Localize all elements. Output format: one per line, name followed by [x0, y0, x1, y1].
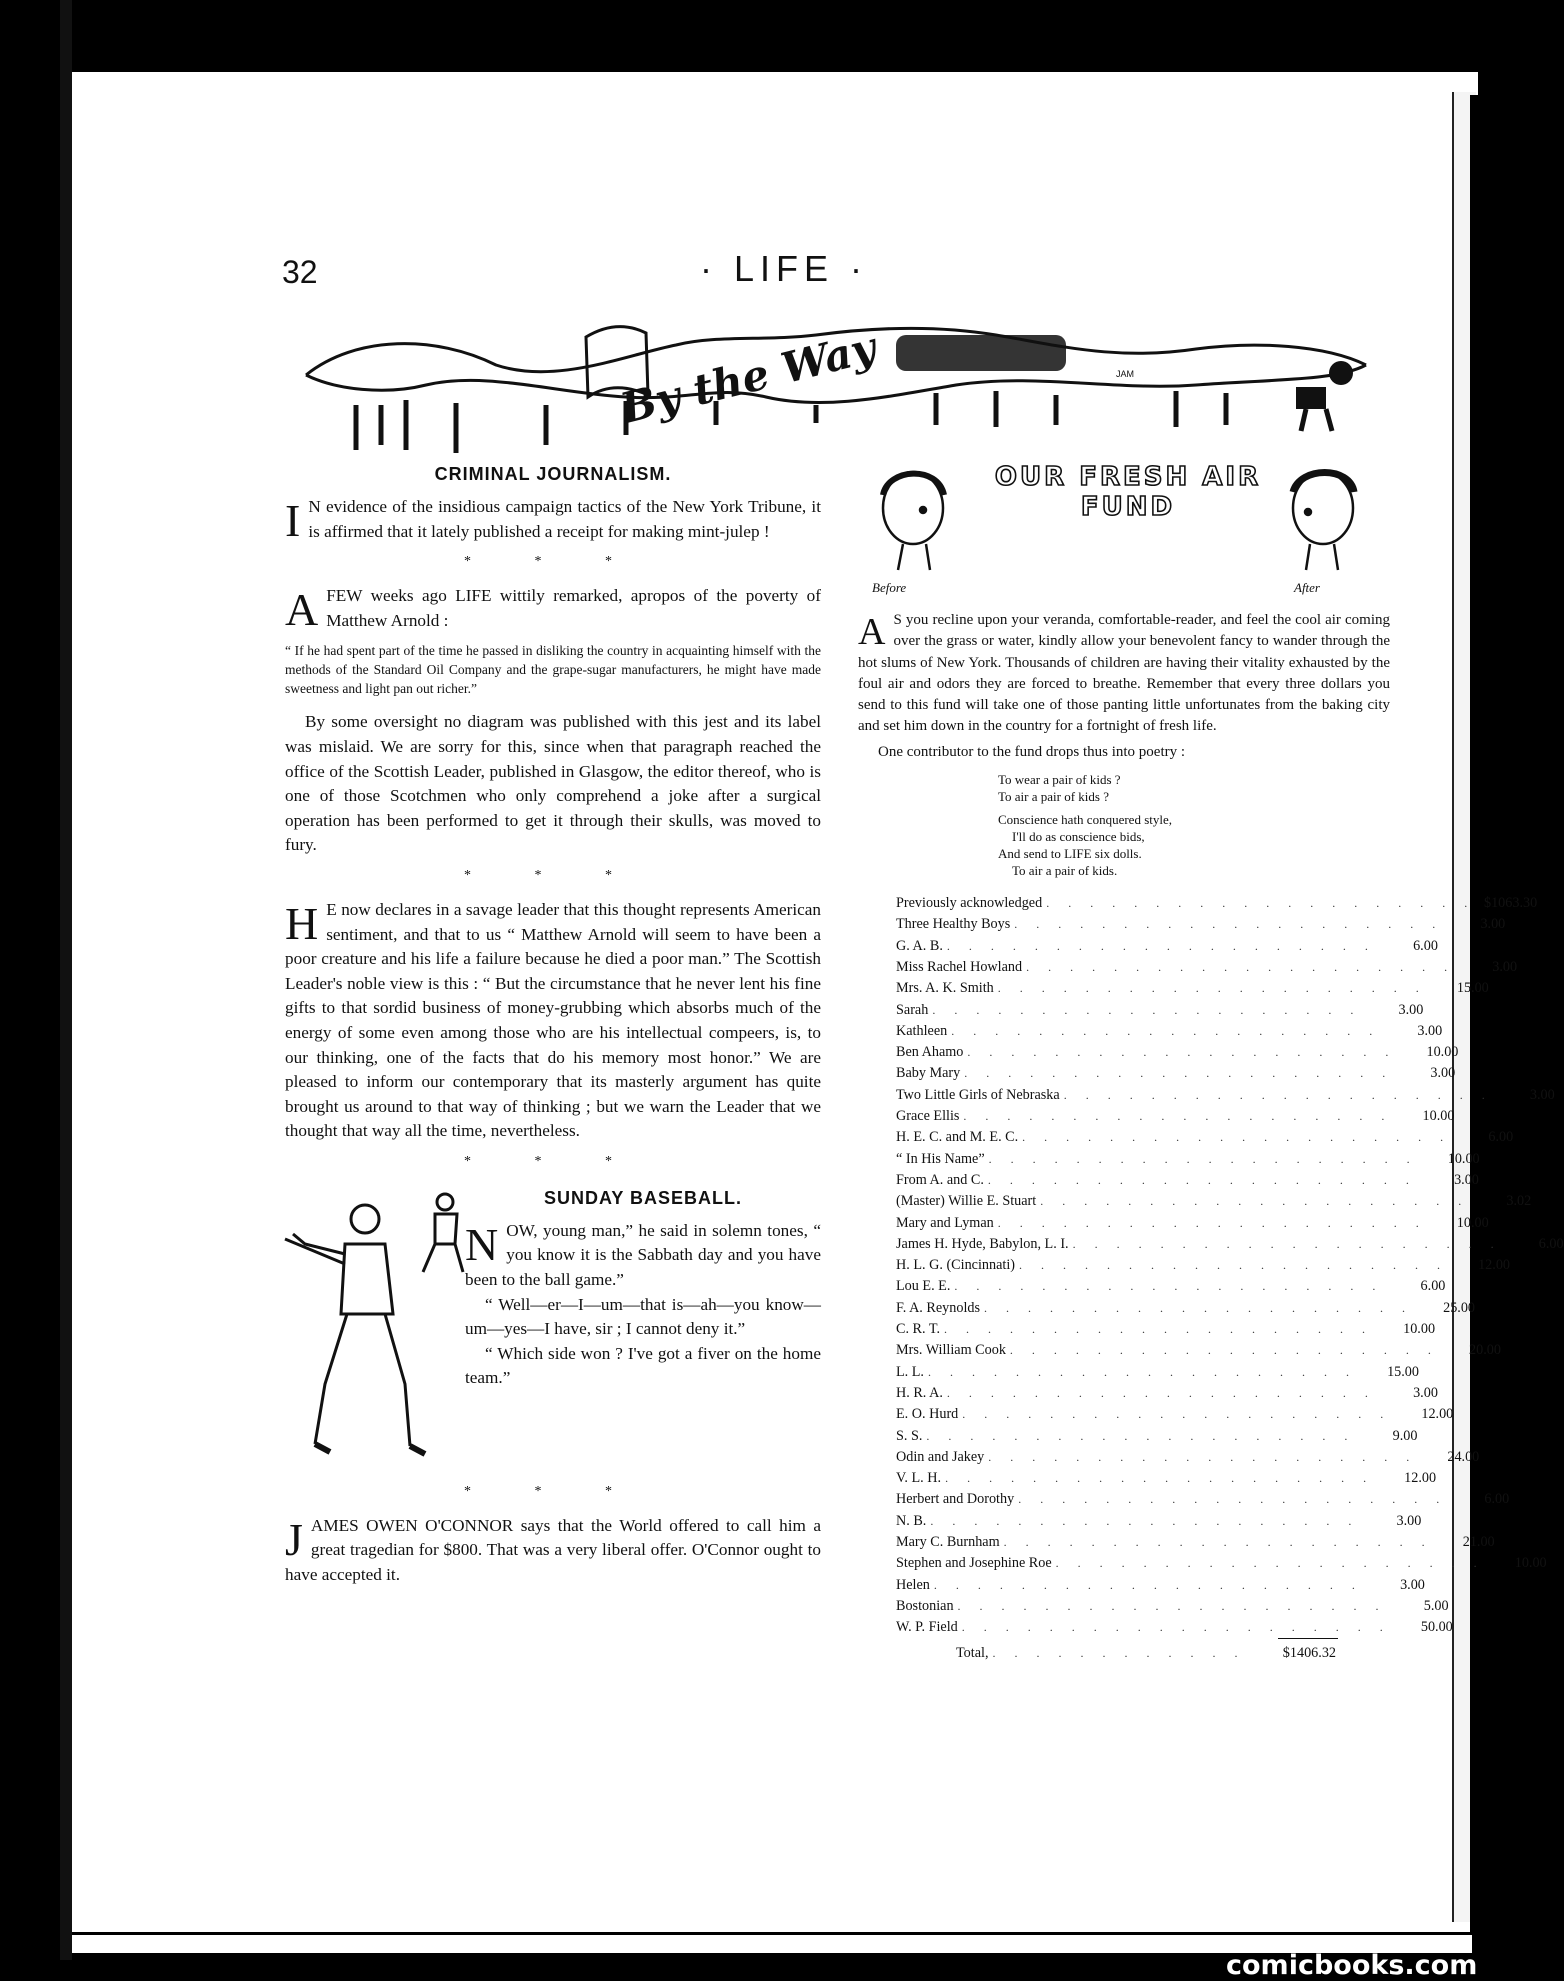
contributor-name: F. A. Reynolds [896, 1299, 981, 1316]
contributor-name: Baby Mary [896, 1065, 961, 1082]
contributor-row [896, 1617, 1453, 1638]
contributor-name: Herbert and Dorothy [896, 1491, 1015, 1508]
artist-signature: JAM [1116, 369, 1134, 379]
contributor-name: Grace Ellis [896, 1108, 960, 1125]
contributor-amount: 3.00 [1398, 1001, 1424, 1018]
leader-dots: . . . . . . . . . . . . . . . . . . . . [954, 1279, 1384, 1294]
contributor-amount: 12.00 [1478, 1257, 1510, 1274]
leader-dots: . . . . . . . . . . . . . . . . . . . . [984, 1300, 1414, 1315]
contributor-amount: 3.02 [1506, 1193, 1532, 1210]
contributor-name: Previously acknowledged [896, 895, 1043, 912]
contributor-name: C. R. T. [896, 1321, 941, 1338]
total-amount: $1406.32 [1282, 1645, 1336, 1662]
contributor-name: “ In His Name” [896, 1150, 985, 1167]
fresh-air-fund-header [858, 460, 1390, 610]
contributor-amount: 3.00 [1430, 1065, 1456, 1082]
contributor-amount: 5.00 [1423, 1597, 1449, 1614]
contributor-name: G. A. B. [896, 937, 943, 954]
contributor-name: Sarah [896, 1001, 929, 1018]
contributor-name: Two Little Girls of Nebraska [896, 1086, 1060, 1103]
contributor-row [896, 1063, 1456, 1084]
leader-dots: . . . . . . . . . . . . . . . . . . . . [930, 1513, 1360, 1528]
contributor-row [896, 1383, 1438, 1404]
contributor-row [896, 936, 1438, 957]
contributor-name: Kathleen [896, 1022, 948, 1039]
contributor-name: Mary and Lyman [896, 1214, 994, 1231]
right-column [858, 460, 1564, 1665]
contributor-amount: 50.00 [1420, 1619, 1453, 1636]
contributor-amount: 6.00 [1484, 1491, 1510, 1508]
contributor-amount: $1063.30 [1483, 895, 1538, 912]
contributor-amount: 10.00 [1403, 1321, 1436, 1338]
contributor-name: Miss Rachel Howland [896, 958, 1023, 975]
contributor-row [896, 1340, 1501, 1361]
leader-dots: . . . . . . . . . . . . . . . . . . . . [1072, 1236, 1502, 1251]
baseball-text [465, 1184, 821, 1474]
contributor-amount: 3.00 [1400, 1576, 1425, 1593]
contributor-name: Lou E. E. [896, 1278, 951, 1295]
by-the-way-banner-illustration [296, 305, 1396, 457]
contributor-name: S. S. [896, 1427, 923, 1444]
contributor-row [896, 957, 1518, 978]
contributor-amount: 12.00 [1421, 1406, 1454, 1423]
contributor-list [896, 893, 1564, 1638]
leader-dots: . . . . . . . . . . . . . . . . . . . . [944, 1322, 1374, 1337]
total-rule [1278, 1638, 1338, 1639]
criminal-journalism-heading: CRIMINAL JOURNALISM. [434, 464, 672, 484]
criminal-paragraph-2: AFEW weeks ago LIFE wittily remarked, apropos of the poverty of Matthew Arnold : [285, 584, 821, 636]
contributor-name: H. R. A. [896, 1384, 943, 1401]
criminal-paragraph-3: By some oversight no diagram was published with this jest and its label was mislaid. We are sorry for this, since when that paragraph reached the office of the Scottish Leader, published in Glasgow, the editor thereof, who is one of those Scotchmen who only comprehend a joke after a surgical operation has been performed to get it through their skulls, was moved to fury. [285, 712, 821, 855]
leader-dots: . . . . . . . . . . . . . . . . . . . . [987, 1172, 1417, 1187]
contributor-amount: 9.00 [1392, 1427, 1418, 1444]
contributor-row [896, 1489, 1510, 1510]
baseball-paragraph-2: “ Well—er—I—um—that is—ah—you know—um—yes—I have, sir ; I cannot deny it.” [465, 1294, 821, 1339]
contributor-row [896, 1170, 1479, 1191]
criminal-paragraph-4: H E now declares in a savage leader that this thought represents American sentiment, and that to us “ Matthew Arnold will seem to have been a poor creature and his life a failure because he died a poor man.” The Scottish Leader's noble view is this : “ But the circumstance that he never lent his fine gifts to that sordid business of money-grubbing which absorbs much of the energy of some even among those who are his intellectual compeers, is, to our thinking, one of the facts that do his memory most honor.” We are pleased to inform our contemporary that its masterly argument has quite brought us around to that way of thinking ; but we warn the Leader that we thought that way all the time, nevertheless. [285, 897, 821, 1141]
contributor-amount: 3.00 [1480, 916, 1506, 933]
leader-dots: . . . . . . . . . . . . . . . . . . . . [1014, 917, 1444, 932]
contributor-name: V. L. H. [896, 1470, 942, 1487]
contributor-row [896, 1532, 1495, 1553]
scan-border-shadow [60, 0, 72, 1980]
leader-dots: . . . . . . . . . . . . . . . . . . . . [967, 1045, 1397, 1060]
contributor-name: Mary C. Burnham [896, 1533, 1000, 1550]
leader-dots: . . . . . . . . . . . . . . . . . . . . [963, 1109, 1393, 1124]
leader-dots: . . . . . . . . . . . . . . . . . . . . [997, 981, 1427, 996]
contributor-row [896, 1000, 1424, 1021]
contributor-row [896, 914, 1506, 935]
contributor-row [896, 1404, 1454, 1425]
baseball-paragraph-1: NOW, young man,” he said in solemn tones, “ you know it is the Sabbath day and you have been to the ball game.” [465, 1218, 821, 1290]
contributor-name: (Master) Willie E. Stuart [896, 1193, 1037, 1210]
contributor-name: Mrs. William Cook [896, 1342, 1006, 1359]
sunday-baseball-section [285, 1184, 821, 1474]
poem-line: I'll do as conscience bids, [1012, 829, 1145, 845]
leader-dots: . . . . . . . . . . . . . . . . . . . . [1018, 1492, 1448, 1507]
left-column [285, 460, 821, 1588]
contributor-row [896, 1042, 1459, 1063]
leader-dots: . . . . . . . . . . . . . . . . . . . . [1063, 1087, 1493, 1102]
contributor-amount: 15.00 [1456, 980, 1489, 997]
before-label: Before [872, 580, 907, 595]
contributor-name: E. O. Hurd [896, 1406, 959, 1423]
criminal-paragraph-1: I N evidence of the insidious campaign tactics of the New York Tribune, it is affirmed that it lately published a receipt for making mint-julep ! [285, 495, 821, 546]
contributor-amount: 15.00 [1387, 1363, 1419, 1380]
contributor-name: From A. and C. [896, 1171, 984, 1188]
contributor-row [896, 1596, 1449, 1617]
leader-dots: . . . . . . . . . . . . . . . . . . . . [1040, 1194, 1470, 1209]
contributor-amount: 6.00 [1488, 1129, 1514, 1146]
contributor-amount: 3.00 [1396, 1512, 1422, 1529]
leader-dots: . . . . . . . . . . . . . . . . . . . . [927, 1364, 1357, 1379]
contributor-amount: 10.00 [1456, 1214, 1489, 1231]
after-label: After [1294, 580, 1320, 595]
contributor-amount: 10.00 [1514, 1555, 1547, 1572]
baseball-players-illustration [285, 1184, 465, 1474]
contributor-amount: 6.00 [1538, 1235, 1564, 1252]
contributor-name: Bostonian [896, 1597, 954, 1614]
leader-dots: . . . . . . . . . . . . . . . . . . . . [945, 1471, 1375, 1486]
scan-border-right [1470, 95, 1486, 1935]
contributor-name: James H. Hyde, Babylon, L. I. [896, 1235, 1069, 1252]
leader-dots: . . . . . . . . . . . . . . . . . . . . [1009, 1343, 1439, 1358]
contributor-amount: 21.00 [1462, 1533, 1495, 1550]
leader-dots: . . . . . . . . . . . . . . . . . . . . [997, 1215, 1427, 1230]
contributor-amount: 24.00 [1447, 1448, 1480, 1465]
contributor-row [896, 1553, 1547, 1574]
oconnor-paragraph: JAMES OWEN O'CONNOR says that the World offered to call him a great tragedian for $800. That was a very liberal offer. O'Connor ought to have accepted it. [285, 1513, 821, 1585]
leader-dots: . . . . . . . . . . . . . . . . . . . . [951, 1023, 1381, 1038]
boy-after-illustration [1278, 460, 1368, 575]
contributor-name: Mrs. A. K. Smith [896, 980, 994, 997]
total-label: Total, [956, 1645, 989, 1662]
baseball-paragraph-3: “ Which side won ? I've got a fiver on the home team.” [465, 1343, 821, 1388]
contributor-row [896, 1149, 1480, 1170]
contributor-row [896, 893, 1538, 914]
contributor-row [896, 1021, 1443, 1042]
section-divider: * * * [464, 1153, 642, 1169]
contributor-row [896, 1298, 1476, 1319]
contributor-amount: 10.00 [1426, 1044, 1459, 1061]
leader-dots: . . . . . . . . . . . . [992, 1646, 1246, 1661]
contributor-name: Ben Ahamo [896, 1044, 964, 1061]
leader-dots: . . . . . . . . . . . . . . . . . . . . [988, 1151, 1418, 1166]
contributor-name: H. E. C. and M. E. C. [896, 1129, 1019, 1146]
contributor-row [896, 1447, 1480, 1468]
contributor-amount: 3.00 [1454, 1171, 1479, 1188]
scan-border-left [0, 0, 60, 1980]
contributor-name: Three Healthy Boys [896, 916, 1011, 933]
contributor-row [896, 1319, 1436, 1340]
contributor-row [896, 1191, 1532, 1212]
contributor-row [896, 1213, 1489, 1234]
contributor-amount: 12.00 [1404, 1470, 1437, 1487]
contributor-row [896, 1426, 1418, 1447]
contributor-name: H. L. G. (Cincinnati) [896, 1257, 1015, 1274]
contributor-name: Helen [896, 1576, 930, 1593]
fresh-air-fund-title: OUR FRESH AIR FUND [994, 462, 1262, 522]
leader-dots: . . . . . . . . . . . . . . . . . . . . [933, 1577, 1363, 1592]
leader-dots: . . . . . . . . . . . . . . . . . . . . [964, 1066, 1394, 1081]
contributor-poem [998, 771, 1390, 879]
poem-line: Conscience hath conquered style, [998, 812, 1172, 828]
contributor-name: W. P. Field [896, 1619, 958, 1636]
boy-before-illustration [868, 460, 958, 575]
contributor-amount: 3.00 [1413, 1384, 1438, 1401]
section-divider: * * * [464, 867, 642, 883]
contributor-row [896, 978, 1489, 999]
section-divider: * * * [464, 554, 642, 570]
leader-dots: . . . . . . . . . . . . . . . . . . . . [932, 1002, 1362, 1017]
contributor-row [896, 1276, 1446, 1297]
leader-dots: . . . . . . . . . . . . . . . . . . . . [1019, 1258, 1448, 1273]
leader-dots: . . . . . . . . . . . . . . . . . . . . [988, 1449, 1418, 1464]
fresh-air-paragraph-1: A S you recline upon your veranda, comfortable-reader, and feel the cool air coming over the grass or water, kindly allow your benevolent fancy to wander through the hot slums of New York. Thousands of children are having their vitality exhausted by the foul air and odors they are forced to breathe. Remember that every three dollars you send to this fund will take one of those panting little unfortunates from the baking city and set him down in the country for a fortnight of fresh life. [858, 611, 1390, 735]
contributor-amount: 20.00 [1469, 1342, 1501, 1359]
leader-dots: . . . . . . . . . . . . . . . . . . . . [1046, 896, 1476, 911]
leader-dots: . . . . . . . . . . . . . . . . . . . . [1003, 1534, 1433, 1549]
contributor-name: Odin and Jakey [896, 1448, 985, 1465]
leader-dots: . . . . . . . . . . . . . . . . . . . . [957, 1598, 1387, 1613]
page-number: 32 [282, 254, 318, 290]
banner-title: By the Way [615, 322, 881, 434]
contributor-row [896, 1234, 1564, 1255]
leader-dots: . . . . . . . . . . . . . . . . . . . . [926, 1428, 1356, 1443]
arnold-quote: “ If he had spent part of the time he passed in disliking the country in acquainting himself with the methods of the Standard Oil Company and the grape-sugar manufacturers, he might have made sweetness and light pan out richer.” [285, 643, 821, 697]
contributor-amount: 10.00 [1422, 1108, 1455, 1125]
contributor-row [896, 1468, 1437, 1489]
total-row [896, 1643, 1336, 1664]
contributor-amount: 6.00 [1413, 937, 1438, 954]
contributor-row [896, 1511, 1422, 1532]
contributor-amount: 3.00 [1417, 1022, 1443, 1039]
poem-line: And send to LIFE six dolls. [998, 846, 1142, 862]
contributor-row [896, 1575, 1425, 1596]
poem-line: To air a pair of kids. [1012, 863, 1118, 879]
leader-dots: . . . . . . . . . . . . . . . . . . . . [1055, 1556, 1485, 1571]
leader-dots: . . . . . . . . . . . . . . . . . . . . [962, 1407, 1392, 1422]
contributor-row [896, 1127, 1514, 1148]
contributor-row [896, 1255, 1510, 1276]
contributor-amount: 3.00 [1492, 958, 1518, 975]
leader-dots: . . . . . . . . . . . . . . . . . . . . [961, 1620, 1391, 1635]
watermark: comicbooks.com [1226, 1950, 1478, 1981]
sunday-baseball-heading: SUNDAY BASEBALL. [543, 1187, 743, 1208]
contributor-name: Stephen and Josephine Roe [896, 1555, 1052, 1572]
fresh-air-paragraph-2: One contributor to the fund drops thus into poetry : [878, 743, 1186, 760]
contributor-row [896, 1085, 1555, 1106]
contributor-amount: 6.00 [1420, 1278, 1446, 1295]
section-divider: * * * [464, 1483, 642, 1499]
total-section [896, 1643, 1336, 1664]
leader-dots: . . . . . . . . . . . . . . . . . . . . [1022, 1130, 1452, 1145]
contributor-name: L. L. [896, 1363, 924, 1380]
contributor-amount: 10.00 [1447, 1150, 1480, 1167]
contributor-row [896, 1362, 1419, 1383]
contributor-row [896, 1106, 1455, 1127]
poem-line: To wear a pair of kids ? [998, 772, 1121, 788]
leader-dots: . . . . . . . . . . . . . . . . . . . . [946, 1385, 1376, 1400]
contributor-amount: 3.00 [1529, 1086, 1555, 1103]
poem-line: To air a pair of kids ? [998, 789, 1109, 805]
masthead-title: · LIFE · [700, 248, 869, 289]
contributor-name: N. B. [896, 1512, 927, 1529]
leader-dots: . . . . . . . . . . . . . . . . . . . . [946, 938, 1376, 953]
leader-dots: . . . . . . . . . . . . . . . . . . . . [1026, 959, 1456, 974]
contributor-amount: 25.00 [1443, 1299, 1476, 1316]
